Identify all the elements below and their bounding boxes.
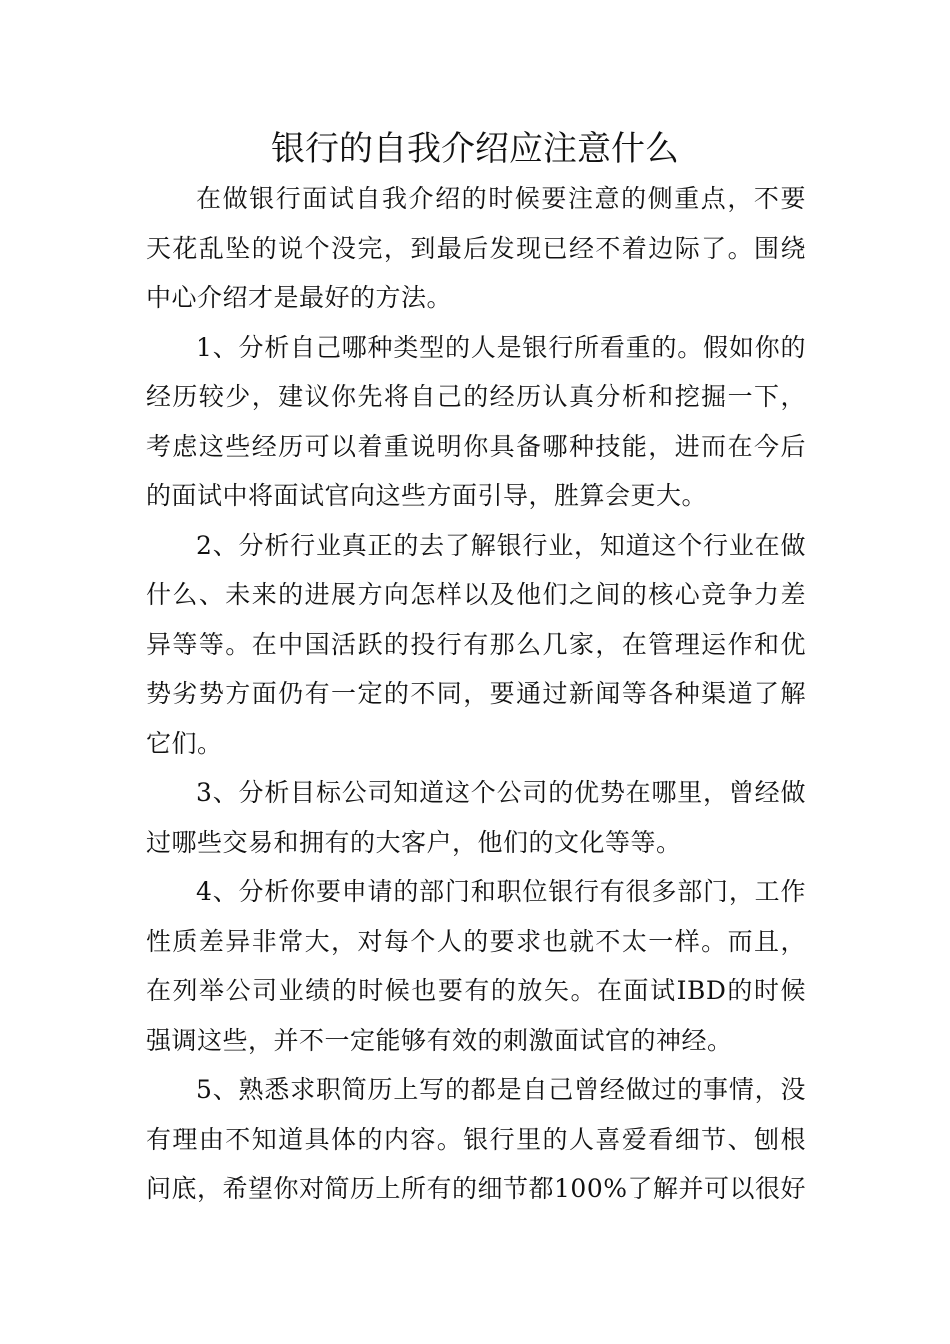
paragraph-intro: 在做银行面试自我介绍的时候要注意的侧重点，不要天花乱坠的说个没完，到最后发现已经不着边际了。围绕中心介绍才是最好的方法。 xyxy=(146,184,806,312)
paragraph-point-4: 4、分析你要申请的部门和职位银行有很多部门，工作性质差异非常大，对每个人的要求也就不太一样。而且，在列举公司业绩的时候也要有的放矢。在面试IBD的时候强调这些，并不一定能够有效的刺激面试官的神经。 xyxy=(146,877,806,1055)
paragraph-point-3: 3、分析目标公司知道这个公司的优势在哪里，曾经做过哪些交易和拥有的大客户，他们的文化等等。 xyxy=(146,778,806,857)
paragraph-point-5: 5、熟悉求职简历上写的都是自己曾经做过的事情，没有理由不知道具体的内容。银行里的人喜爱看细节、刨根问底，希望你对简历上所有的细节都100%了解并可以很好 xyxy=(146,1075,806,1203)
document-body xyxy=(146,174,806,1214)
page-title: 银行的自我介绍应注意什么 xyxy=(271,129,679,169)
paragraph-point-1: 1、分析自己哪种类型的人是银行所看重的。假如你的经历较少，建议你先将自己的经历认真分析和挖掘一下，考虑这些经历可以着重说明你具备哪种技能，进而在今后的面试中将面试官向这些方面引导，胜算会更大。 xyxy=(146,332,806,510)
paragraph-point-2: 2、分析行业真正的去了解银行业，知道这个行业在做什么、未来的进展方向怎样以及他们之间的核心竞争力差异等等。在中国活跃的投行有那么几家，在管理运作和优势劣势方面仍有一定的不同，要通过新闻等各种渠道了解它们。 xyxy=(146,530,806,758)
